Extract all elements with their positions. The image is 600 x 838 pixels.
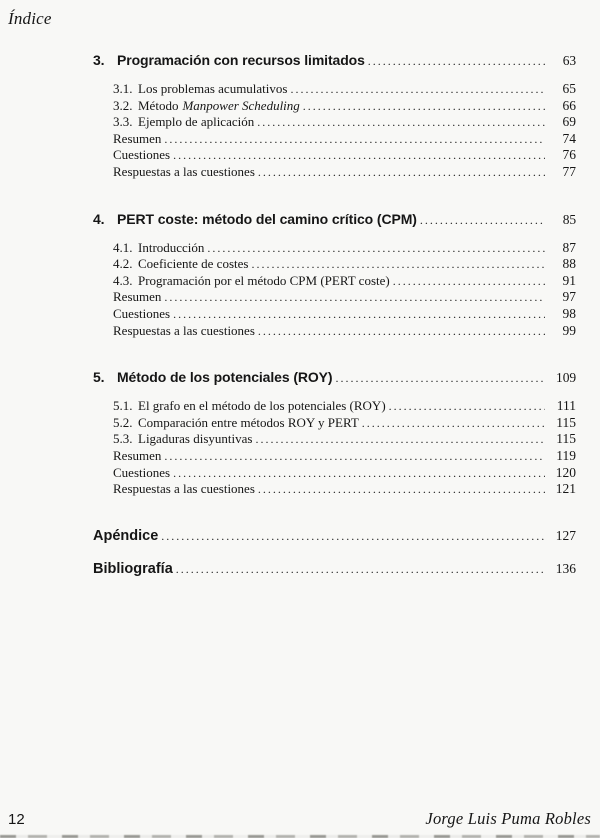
- entry-title: Ejemplo de aplicación: [138, 114, 255, 130]
- toc-entry-row: [113, 448, 576, 465]
- toc-entry-row: [113, 398, 576, 415]
- dot-leader: [258, 482, 545, 498]
- running-author: Jorge Luis Puma Robles: [425, 809, 591, 828]
- toc-chapter-row: [93, 369, 576, 386]
- entry-page-number: 66: [562, 97, 576, 113]
- toc-entry-row: [113, 98, 576, 115]
- entry-page-number: 99: [562, 322, 576, 338]
- dot-leader: [368, 53, 545, 69]
- dot-leader: [173, 148, 545, 164]
- entry-page-number: 76: [562, 147, 576, 163]
- toc-entry-row: [113, 273, 576, 290]
- entry-number: 4.2.: [113, 256, 133, 272]
- dot-leader: [173, 307, 545, 323]
- entry-title: Coeficiente de costes: [138, 256, 249, 272]
- entry-page-number: 77: [562, 163, 576, 179]
- entry-number: 3.2.: [113, 97, 133, 113]
- page-footer: [8, 809, 591, 829]
- entry-page-number: 88: [562, 256, 576, 272]
- entry-title: Introducción: [138, 239, 205, 255]
- entry-title: Resumen: [113, 130, 162, 146]
- dot-leader: [258, 324, 545, 340]
- toc-backmatter-row: [93, 528, 576, 544]
- toc-entry-row: [113, 481, 576, 498]
- chapter-number: 5.: [93, 369, 105, 386]
- entry-number: 3.1.: [113, 81, 133, 96]
- folio-page-number: 12: [8, 811, 25, 828]
- dot-leader: [290, 82, 545, 98]
- dot-leader: [258, 165, 545, 181]
- dot-leader: [362, 416, 545, 432]
- toc-subentries: [113, 81, 576, 181]
- table-of-contents: [93, 52, 576, 577]
- toc-subentries: [113, 240, 576, 340]
- toc-backmatter: [93, 528, 576, 577]
- entry-title-italic: Manpower Scheduling: [182, 97, 300, 113]
- dot-leader: [393, 274, 545, 290]
- dot-leader: [335, 370, 545, 386]
- entry-title: Respuestas a las cuestiones: [113, 322, 255, 338]
- entry-page-number: 98: [562, 305, 576, 321]
- dot-leader: [164, 132, 545, 148]
- backmatter-title: Apéndice: [93, 527, 159, 544]
- entry-page-number: 115: [556, 431, 576, 447]
- entry-page-number: 119: [556, 447, 576, 463]
- chapter-title: PERT coste: método del camino crítico (CPM): [117, 210, 417, 227]
- page-title: Índice: [8, 9, 52, 28]
- entry-page-number: 111: [556, 398, 576, 414]
- toc-entry-row: [113, 164, 576, 181]
- toc-entry-row: [113, 256, 576, 273]
- entry-page-number: 69: [562, 114, 576, 130]
- dot-leader: [257, 115, 545, 131]
- toc-subentries: [113, 398, 576, 498]
- entry-title: Cuestiones: [113, 305, 171, 321]
- entry-title: Respuestas a las cuestiones: [113, 163, 255, 179]
- chapter-page-number: 85: [562, 211, 576, 227]
- dot-leader: [164, 290, 545, 306]
- entry-title: Resumen: [113, 447, 162, 463]
- toc-entry-row: [113, 114, 576, 131]
- chapter-page-number: 63: [562, 53, 576, 68]
- toc-entry-row: [113, 289, 576, 306]
- entry-title: Comparación entre métodos ROY y PERT: [138, 414, 359, 430]
- entry-title: El grafo en el método de los potenciales (ROY): [138, 398, 386, 414]
- dot-leader: [251, 257, 545, 273]
- toc-chapter-row: [93, 211, 576, 228]
- dot-leader: [161, 528, 545, 544]
- toc-entry-row: [113, 81, 576, 98]
- entry-title: Cuestiones: [113, 147, 171, 163]
- toc-entry-row: [113, 131, 576, 148]
- chapter-number: 4.: [93, 210, 105, 227]
- entry-title: Cuestiones: [113, 464, 171, 480]
- entry-number: 5.2.: [113, 414, 133, 430]
- dot-leader: [255, 432, 545, 448]
- entry-page-number: 87: [562, 239, 576, 255]
- backmatter-title: Bibliografía: [93, 560, 173, 577]
- dot-leader: [173, 466, 545, 482]
- entry-title: Resumen: [113, 289, 162, 305]
- toc-backmatter-row: [93, 561, 576, 577]
- entry-number: 5.3.: [113, 431, 133, 447]
- entry-title: Los problemas acumulativos: [138, 81, 288, 96]
- dot-leader: [207, 241, 545, 257]
- chapter-number: 3.: [93, 52, 105, 68]
- toc-entry-row: [113, 431, 576, 448]
- chapter-title: Programación con recursos limitados: [117, 52, 365, 68]
- entry-number: 3.3.: [113, 114, 133, 130]
- dot-leader: [164, 449, 545, 465]
- entry-title: Método: [138, 97, 179, 113]
- toc-entry-row: [113, 306, 576, 323]
- backmatter-page-number: 127: [555, 527, 576, 543]
- chapter-title: Método de los potenciales (ROY): [117, 369, 333, 386]
- entry-number: 4.3.: [113, 272, 133, 288]
- entry-number: 4.1.: [113, 239, 133, 255]
- toc-entry-row: [113, 465, 576, 482]
- entry-page-number: 91: [562, 272, 576, 288]
- toc-section-4: [93, 211, 576, 340]
- toc-entry-row: [113, 415, 576, 432]
- toc-chapter-row: [93, 52, 576, 69]
- entry-title: Respuestas a las cuestiones: [113, 481, 255, 497]
- backmatter-page-number: 136: [555, 560, 576, 576]
- toc-section-5: [93, 369, 576, 498]
- dot-leader: [420, 212, 545, 228]
- toc-section-3: [93, 52, 576, 181]
- entry-number: 5.1.: [113, 398, 133, 414]
- entry-page-number: 97: [562, 289, 576, 305]
- entry-page-number: 65: [562, 81, 576, 96]
- dot-leader: [176, 561, 545, 577]
- dot-leader: [303, 99, 545, 115]
- entry-page-number: 74: [562, 130, 576, 146]
- toc-entry-row: [113, 240, 576, 257]
- chapter-page-number: 109: [556, 370, 576, 386]
- toc-entry-row: [113, 147, 576, 164]
- entry-page-number: 121: [555, 481, 576, 497]
- entry-title: Programación por el método CPM (PERT coste): [138, 272, 390, 288]
- dot-leader: [389, 399, 545, 415]
- entry-title: Ligaduras disyuntivas: [138, 431, 253, 447]
- entry-page-number: 115: [556, 414, 576, 430]
- entry-page-number: 120: [555, 464, 576, 480]
- toc-entry-row: [113, 323, 576, 340]
